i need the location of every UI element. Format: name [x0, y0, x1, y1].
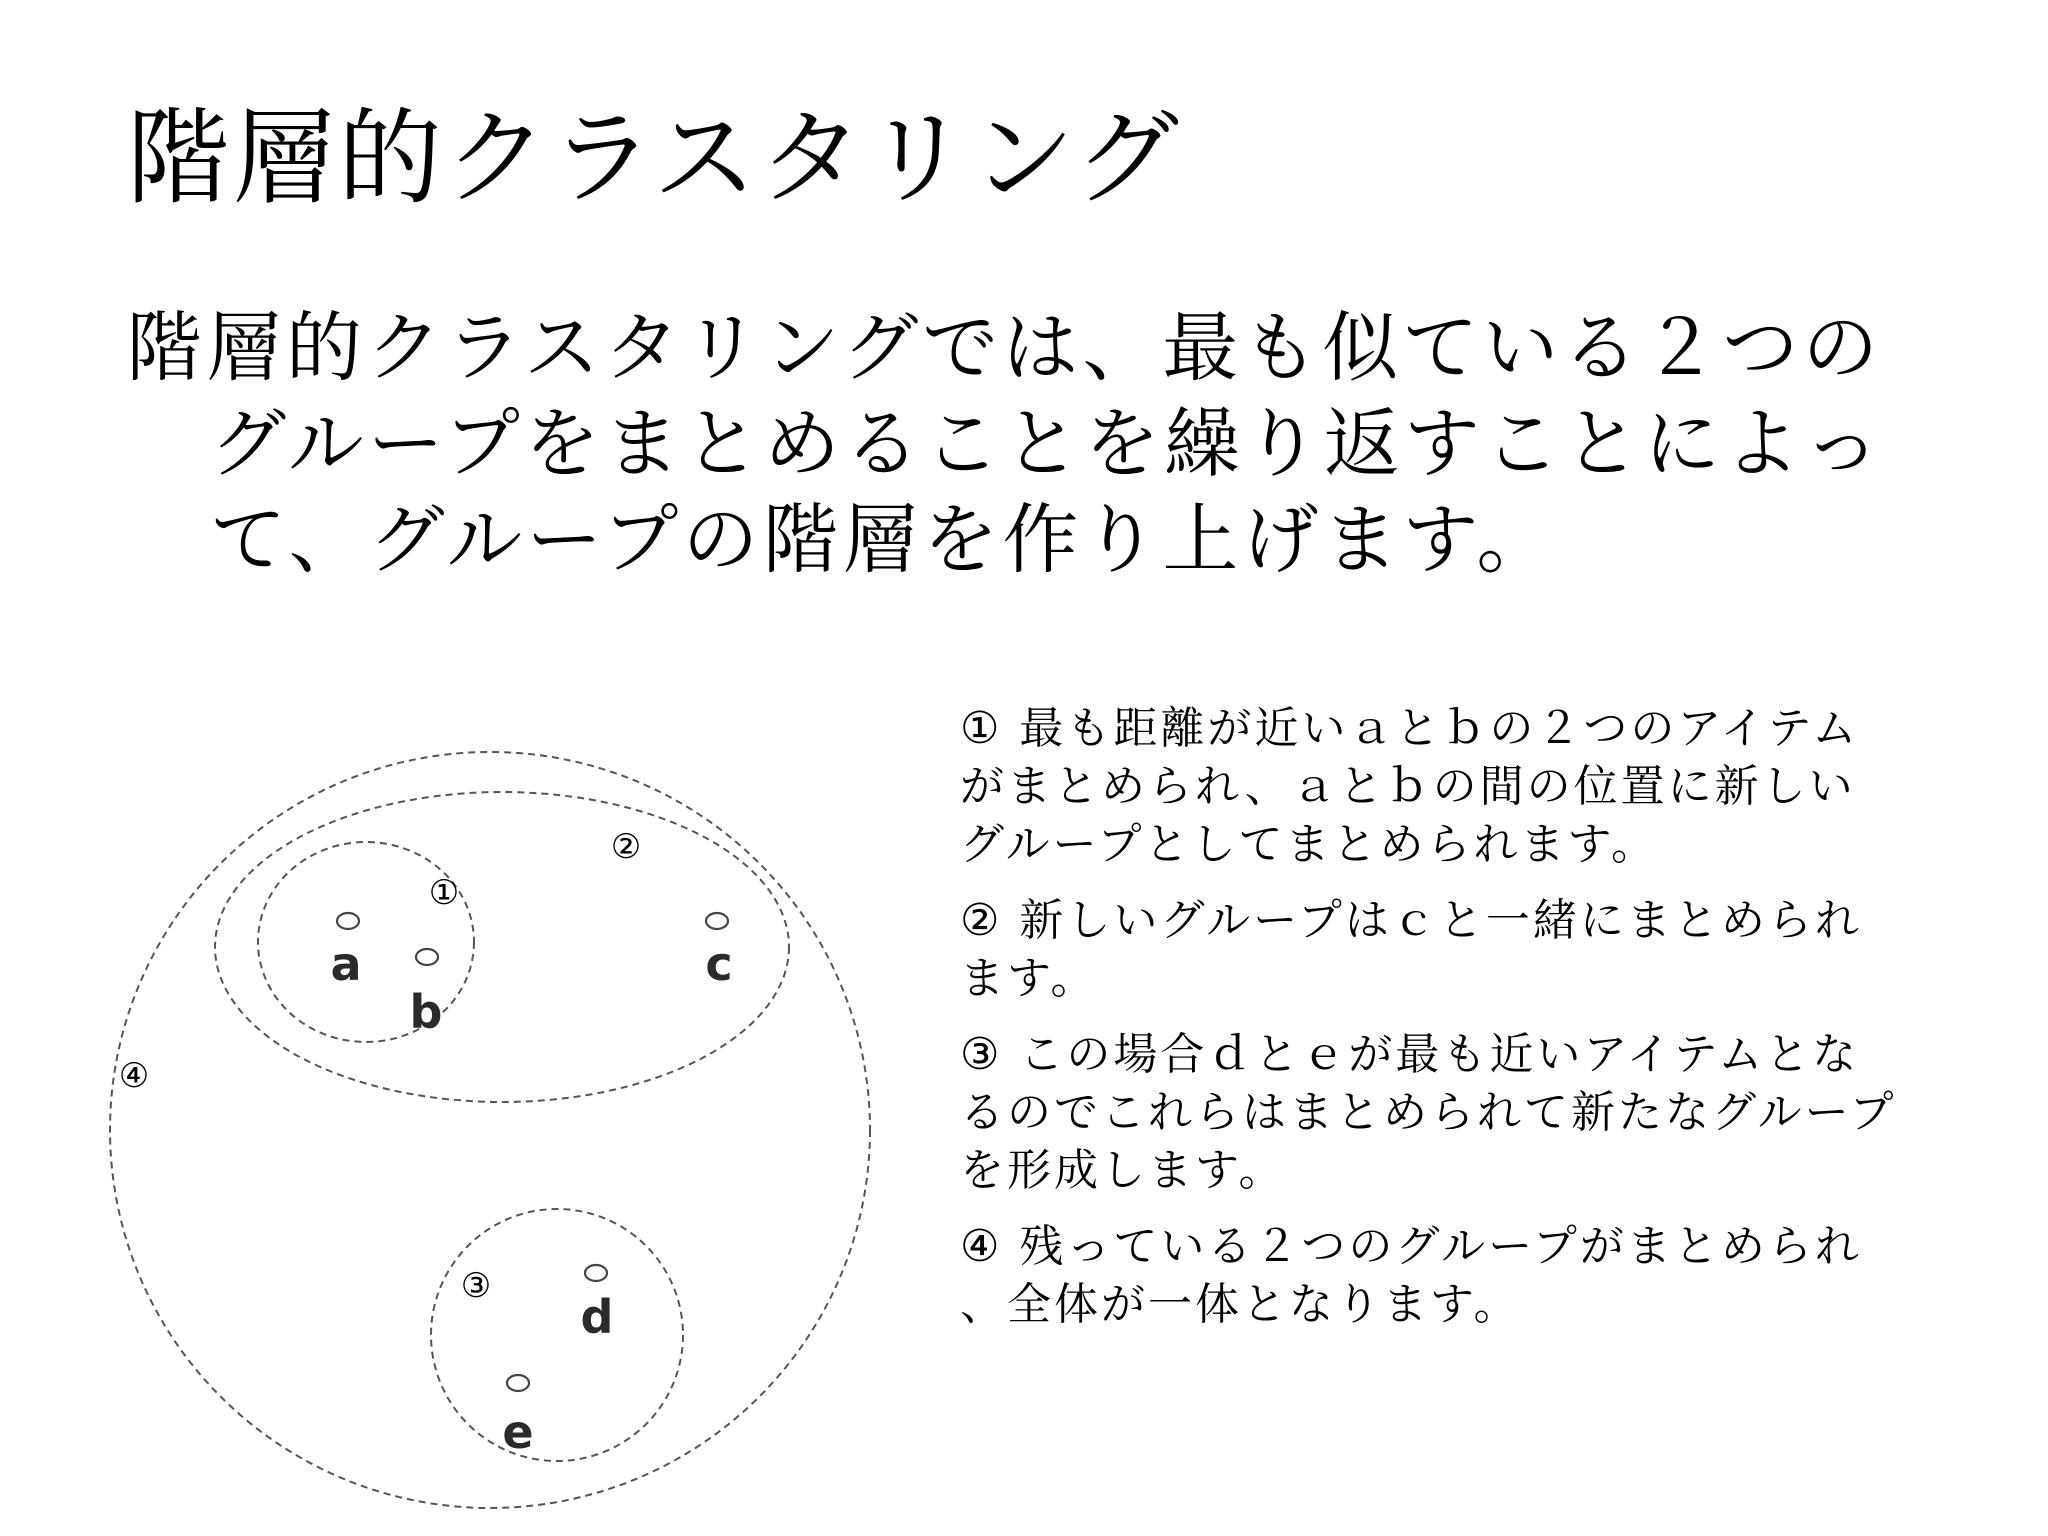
- step-text-line: ② 新しいグループはｃと一緒にまとめられ: [960, 895, 1862, 946]
- point-b-marker: [416, 949, 438, 965]
- cluster-diagram: [100, 690, 900, 1516]
- step-text-line: を形成します。: [960, 1145, 1286, 1196]
- step-text-line: るのでこれらはまとめられて新たなグループ: [960, 1087, 1897, 1138]
- steps-list: [960, 700, 2000, 1352]
- step-text-line: ① 最も距離が近いａとｂの２つのアイテム: [960, 703, 1860, 754]
- point-c-marker: [706, 913, 728, 929]
- step-text-line: 、全体が一体となります。: [960, 1279, 1521, 1330]
- step-text-line: ます。: [960, 953, 1098, 1004]
- step-item: [960, 1026, 2000, 1200]
- step-item: [960, 1218, 2000, 1334]
- cluster-outline-2: [215, 792, 789, 1102]
- lead-line: 階層的クラスタリングでは、最も似ている２つの: [126, 303, 1883, 392]
- point-a-marker: [337, 913, 359, 929]
- lead-paragraph: [126, 300, 1946, 588]
- step-text-line: がまとめられ、ａとｂの間の位置に新しい: [960, 761, 1856, 812]
- step-text-line: グループとしてまとめられます。: [960, 819, 1658, 870]
- point-d-marker: [585, 1265, 607, 1281]
- point-e-marker: [507, 1375, 529, 1391]
- point-d-label: d: [580, 1290, 614, 1344]
- slide-title: 階層的クラスタリング: [126, 97, 1181, 219]
- point-b-label: b: [409, 985, 443, 1039]
- lead-line: て、グループの階層を作り上げます。: [210, 495, 1557, 584]
- point-e-label: e: [502, 1405, 534, 1459]
- cluster-outline-3: [431, 1209, 683, 1461]
- point-c-label: c: [705, 937, 733, 991]
- step-marker-2: ②: [610, 827, 642, 867]
- point-a-label: a: [330, 937, 362, 991]
- step-text-line: ③ この場合ｄとｅが最も近いアイテムとな: [960, 1029, 1860, 1080]
- lead-line: グループをまとめることを繰り返すことによっ: [210, 399, 1884, 488]
- cluster-outline-4: [110, 752, 870, 1508]
- step-item: [960, 700, 2000, 874]
- step-marker-4: ④: [118, 1056, 150, 1096]
- step-marker-3: ③: [460, 1266, 492, 1306]
- step-item: [960, 892, 2000, 1008]
- step-text-line: ④ 残っている２つのグループがまとめられ: [960, 1221, 1862, 1272]
- step-marker-1: ①: [428, 873, 460, 913]
